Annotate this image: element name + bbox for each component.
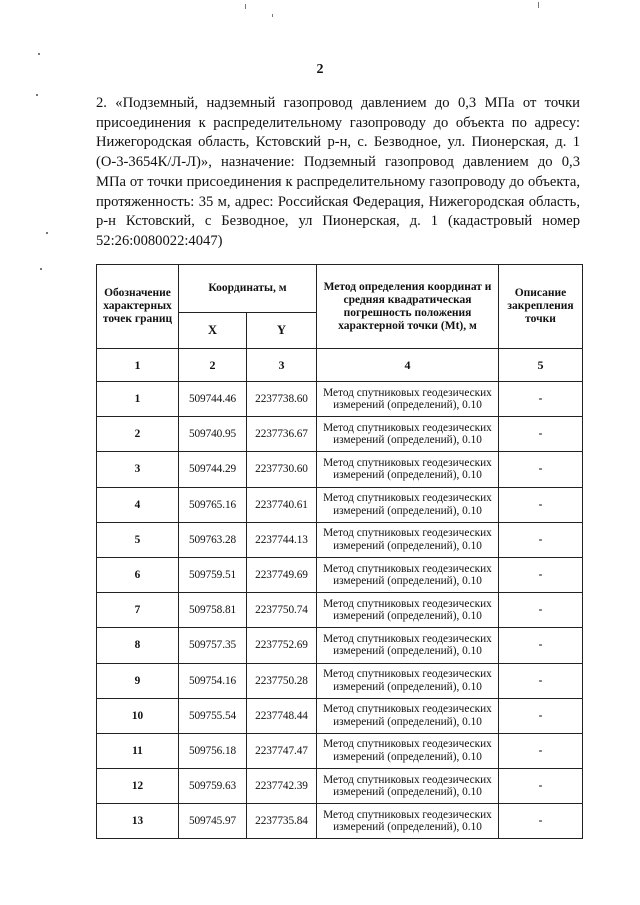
index-cell: 1 xyxy=(97,349,179,382)
coord-x: 509765.16 xyxy=(179,487,247,522)
coord-x: 509759.63 xyxy=(179,769,247,804)
method-text: Метод спутниковых геодезических измерений (определений), 0.10 xyxy=(317,698,499,733)
header-point-designation: Обозначение характерных точек границ xyxy=(97,265,179,349)
scan-mark xyxy=(46,232,48,234)
method-text: Метод спутниковых геодезических измерений (определений), 0.10 xyxy=(317,593,499,628)
index-cell: 4 xyxy=(317,349,499,382)
table-row xyxy=(97,593,583,628)
table-row xyxy=(97,487,583,522)
description-value: - xyxy=(499,628,583,663)
method-text: Метод спутниковых геодезических измерений (определений), 0.10 xyxy=(317,628,499,663)
coord-x: 509756.18 xyxy=(179,733,247,768)
index-cell: 3 xyxy=(247,349,317,382)
coord-x: 509744.46 xyxy=(179,382,247,417)
scan-mark xyxy=(38,53,40,55)
coord-y: 2237742.39 xyxy=(247,769,317,804)
scan-mark xyxy=(272,14,273,17)
point-number: 9 xyxy=(97,663,179,698)
header-y: Y xyxy=(247,313,317,349)
page-number: 2 xyxy=(316,62,324,77)
point-number: 12 xyxy=(97,769,179,804)
coord-x: 509759.51 xyxy=(179,557,247,592)
coord-y: 2237735.84 xyxy=(247,804,317,839)
index-cell: 2 xyxy=(179,349,247,382)
coord-x: 509745.97 xyxy=(179,804,247,839)
scan-mark xyxy=(245,4,246,9)
description-value: - xyxy=(499,522,583,557)
coord-y: 2237736.67 xyxy=(247,417,317,452)
table-row xyxy=(97,382,583,417)
coord-y: 2237730.60 xyxy=(247,452,317,487)
method-text: Метод спутниковых геодезических измерений (определений), 0.10 xyxy=(317,382,499,417)
coord-y: 2237740.61 xyxy=(247,487,317,522)
coord-y: 2237748.44 xyxy=(247,698,317,733)
table-row xyxy=(97,628,583,663)
table-row xyxy=(97,522,583,557)
coord-x: 509740.95 xyxy=(179,417,247,452)
method-text: Метод спутниковых геодезических измерений (определений), 0.10 xyxy=(317,487,499,522)
point-number: 13 xyxy=(97,804,179,839)
method-text: Метод спутниковых геодезических измерений (определений), 0.10 xyxy=(317,769,499,804)
coord-y: 2237747.47 xyxy=(247,733,317,768)
description-value: - xyxy=(499,733,583,768)
description-value: - xyxy=(499,382,583,417)
method-text: Метод спутниковых геодезических измерений (определений), 0.10 xyxy=(317,452,499,487)
coord-x: 509755.54 xyxy=(179,698,247,733)
scan-mark xyxy=(36,94,38,96)
coord-x: 509744.29 xyxy=(179,452,247,487)
description-value: - xyxy=(499,487,583,522)
table-row xyxy=(97,698,583,733)
scan-mark xyxy=(538,2,539,8)
method-text: Метод спутниковых геодезических измерений (определений), 0.10 xyxy=(317,804,499,839)
header-description: Описание закрепления точки xyxy=(499,265,583,349)
point-number: 11 xyxy=(97,733,179,768)
method-text: Метод спутниковых геодезических измерений (определений), 0.10 xyxy=(317,417,499,452)
coordinates-table xyxy=(96,264,583,839)
coord-x: 509757.35 xyxy=(179,628,247,663)
description-value: - xyxy=(499,417,583,452)
description-value: - xyxy=(499,698,583,733)
coord-y: 2237750.74 xyxy=(247,593,317,628)
table-row xyxy=(97,663,583,698)
header-x: X xyxy=(179,313,247,349)
header-coordinates: Координаты, м xyxy=(179,265,317,313)
point-number: 3 xyxy=(97,452,179,487)
point-number: 10 xyxy=(97,698,179,733)
point-number: 7 xyxy=(97,593,179,628)
coord-y: 2237738.60 xyxy=(247,382,317,417)
description-value: - xyxy=(499,593,583,628)
point-number: 5 xyxy=(97,522,179,557)
point-number: 1 xyxy=(97,382,179,417)
coord-y: 2237752.69 xyxy=(247,628,317,663)
index-cell: 5 xyxy=(499,349,583,382)
point-number: 2 xyxy=(97,417,179,452)
coord-y: 2237750.28 xyxy=(247,663,317,698)
table-row xyxy=(97,557,583,592)
coord-x: 509758.81 xyxy=(179,593,247,628)
index-row xyxy=(97,349,583,382)
method-text: Метод спутниковых геодезических измерений (определений), 0.10 xyxy=(317,663,499,698)
method-text: Метод спутниковых геодезических измерений (определений), 0.10 xyxy=(317,522,499,557)
description-value: - xyxy=(499,452,583,487)
coord-y: 2237744.13 xyxy=(247,522,317,557)
object-description-paragraph: 2. «Подземный, надземный газопровод давлением до 0,3 МПа от точки присоединения к распределительному газопроводу до объекта по адресу: Нижегородская область, Кстовский р-н, с. Безводное, ул. Пионерская, д. 1 (О-3-3654К/Л-Л)», назначение: Подземный газопровод давлением до 0,3 МПа от точки присоединения к распределительному газопроводу до объекта, протяженность: 35 м, адрес: Российская Федерация, Нижегородская область, р-н Кстовский, с Безводное, ул Пионерская, д. 1 (кадастровый номер 52:26:0080022:4047) xyxy=(96,95,580,249)
point-number: 8 xyxy=(97,628,179,663)
description-value: - xyxy=(499,804,583,839)
description-value: - xyxy=(499,663,583,698)
coord-x: 509754.16 xyxy=(179,663,247,698)
table-row xyxy=(97,733,583,768)
description-value: - xyxy=(499,769,583,804)
table-row xyxy=(97,804,583,839)
method-text: Метод спутниковых геодезических измерений (определений), 0.10 xyxy=(317,557,499,592)
description-value: - xyxy=(499,557,583,592)
coord-x: 509763.28 xyxy=(179,522,247,557)
header-method: Метод определения координат и средняя квадратическая погрешность положения характерной точки (Mt), м xyxy=(317,265,499,349)
point-number: 4 xyxy=(97,487,179,522)
table-row xyxy=(97,769,583,804)
method-text: Метод спутниковых геодезических измерений (определений), 0.10 xyxy=(317,733,499,768)
table-row xyxy=(97,452,583,487)
point-number: 6 xyxy=(97,557,179,592)
table-row xyxy=(97,417,583,452)
coord-y: 2237749.69 xyxy=(247,557,317,592)
scan-mark xyxy=(40,268,42,270)
